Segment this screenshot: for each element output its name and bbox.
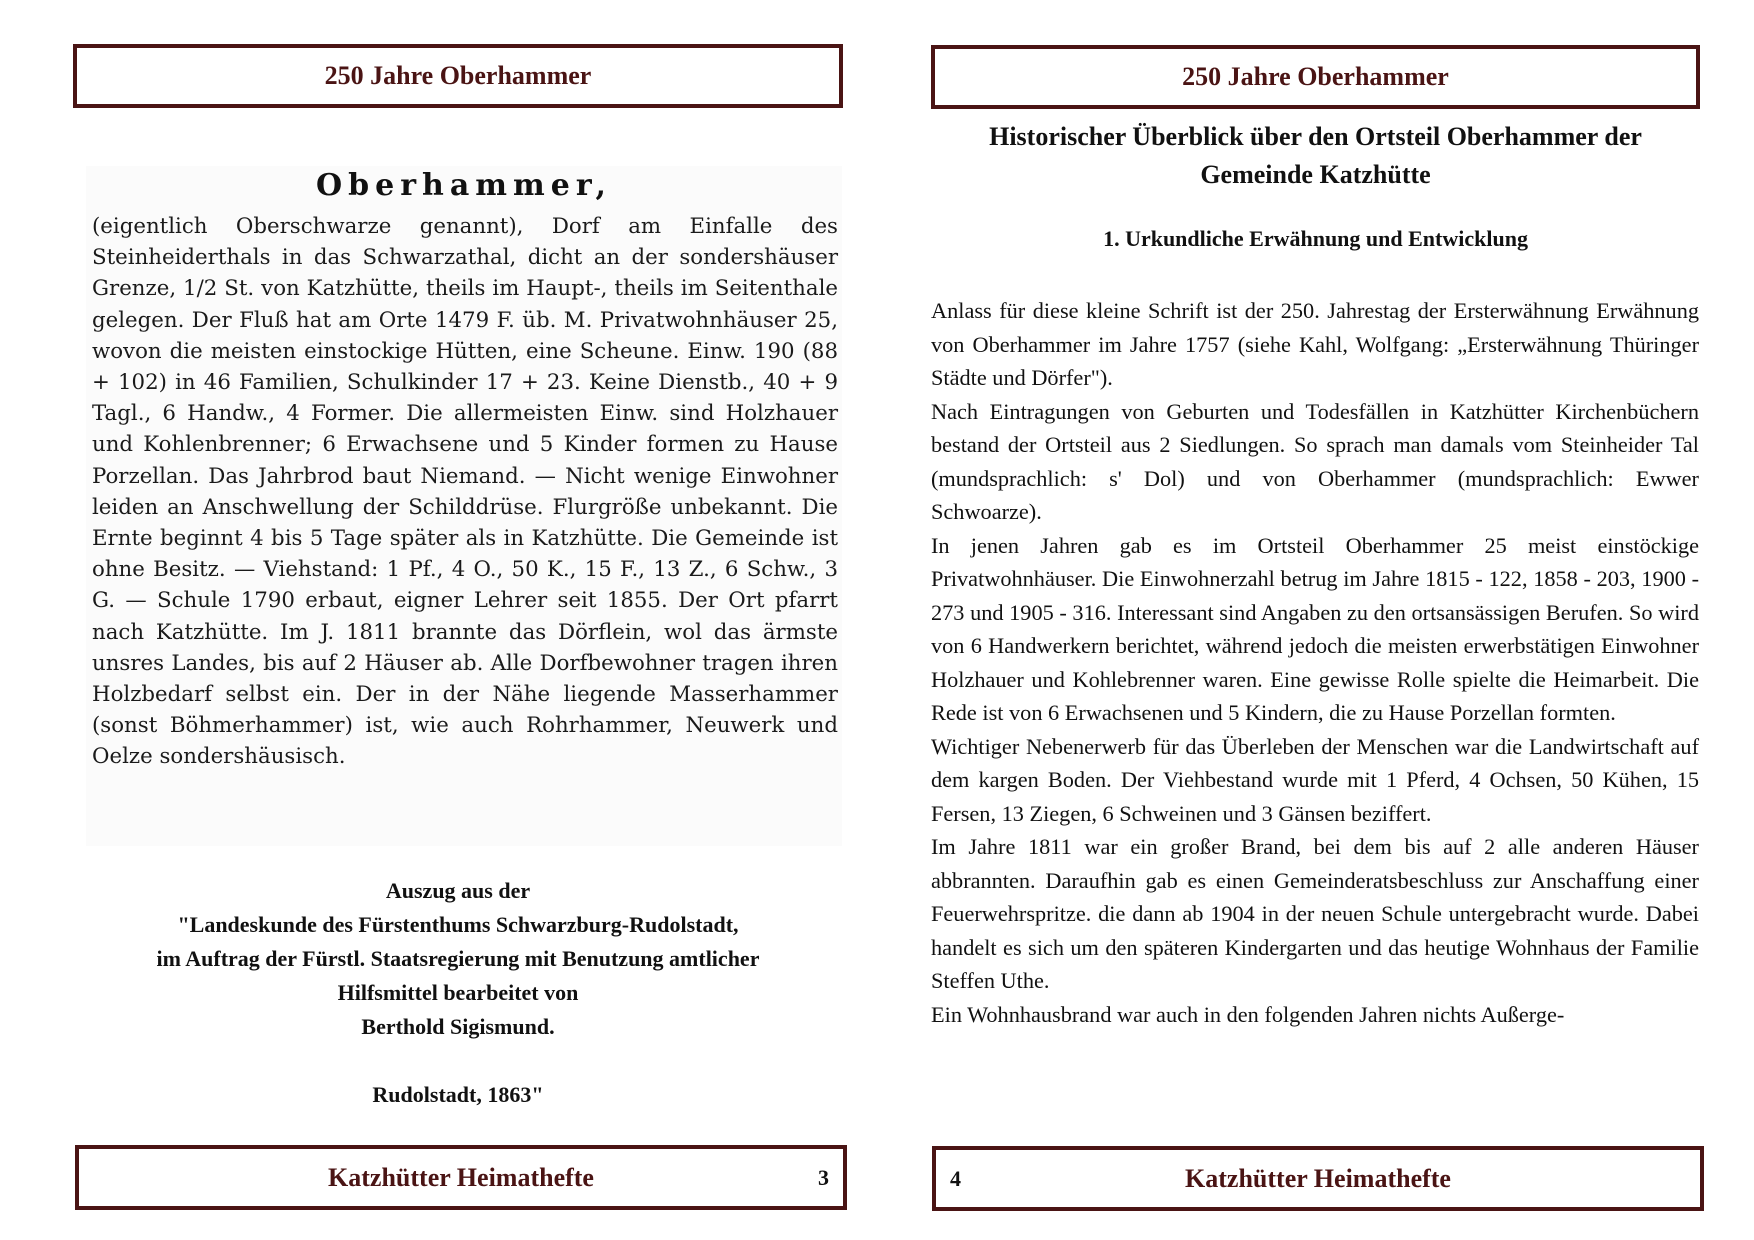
body-text [931,294,1699,1031]
paragraph: Im Jahre 1811 war ein großer Brand, bei dem bis auf 2 alle anderen Häuser abbrannten. Daraufhin gab es einen Gemeinderatsbeschluss zur Anschaffung einer Feuerwehrspritze. die dann ab 1904 in der neuen Schule untergebracht wurde. Dabei handelt es sich um den späteren Kindergarten und das heutige Wohnhaus der Familie Steffen Uthe. [931,834,1699,993]
page-number-4: 4 [950,1165,961,1191]
paragraph: Nach Eintragungen von Geburten und Todesfällen in Katzhütter Kirchenbüchern bestand der Ortsteil aus 2 Siedlungen. So sprach man damals vom Steinheider Tal (mundsprachlich: s' Dol) und von Oberhammer (mundsprachlich: Ewwer Schwoarze). [931,398,1699,524]
left-header-title: 250 Jahre Oberhammer [324,61,592,90]
left-footer-box [75,1145,847,1210]
section-heading: 1. Urkundliche Erwähnung und Entwicklung [1103,226,1528,251]
right-header-title: 250 Jahre Oberhammer [1182,62,1449,91]
scan-body-text: (eigentlich Oberschwarze genannt), Dorf am Einfalle des Steinheiderthals in das Schwarzathal, dicht an der sondershäuser Grenze, 1/2 St. von Katzhütte, theils im Haupt-, theils im Seitenthale gelegen. Der Fluß hat am Orte 1479 F. üb. M. Privatwohnhäuser 25, wovon die meisten einstockige Hütten, eine Scheune. Einw. 190 (88 + 102) in 46 Familien, Schulkinder 17 + 23. Keine Dienstb., 40 + 9 Tagl., 6 Handw., 4 Former. Die allermeisten Einw. sind Holzhauer und Kohlenbrenner; 6 Erwachsene und 5 Kinder formen zu Hause Porzellan. Das Jahrbrod baut Niemand. — Nicht wenige Einwohner leiden an Anschwellung der Schilddrüse. Flurgröße unbekannt. Die Ernte beginnt 4 bis 5 Tage später als in Katzhütte. Die Gemeinde ist ohne Besitz. — Viehstand: 1 Pf., 4 O., 50 K., 15 F., 13 Z., 6 Schw., 3 G. — Schule 1790 erbaut, eigner Lehrer seit 1855. Der Ort pfarrt nach Katzhütte. Im J. 1811 brannte das Dörflein, wol das ärmste unsres Landes, bis auf 2 Häuser ab. Alle Dorfbewohner tragen ihren Holzbedarf selbst ein. Der in der Nähe liegende Masserhammer (sonst Böhmerhammer) ist, wie auch Rohrhammer, Neuwerk und Oelze sondershäusisch. [92,214,838,770]
right-header-box [931,45,1700,109]
paragraph: Ein Wohnhausbrand war auch in den folgenden Jahren nichts Außerge- [931,1001,1565,1027]
excerpt-line-6: Rudolstadt, 1863" [372,1082,544,1107]
left-header-box [73,44,843,108]
left-footer-title: Katzhütter Heimathefte [328,1162,594,1192]
page-number-3: 3 [818,1164,829,1190]
excerpt-line-1: Auszug aus der [385,878,531,903]
excerpt-line-4: Hilfsmittel bearbeitet von [337,980,579,1005]
excerpt-line-2: "Landeskunde des Fürstenthums Schwarzburg-Rudolstadt, [177,912,739,937]
right-page [877,0,1754,1240]
paragraph: Anlass für diese kleine Schrift ist der 250. Jahrestag der Ersterwähnung Erwähnung von Oberhammer im Jahre 1757 (siehe Kahl, Wolfgang: „Ersterwähnung Thüringer Städte und Dörfer"). [931,298,1699,390]
scan-title: Oberhammer, [316,168,612,203]
right-footer-box [932,1146,1704,1211]
excerpt-line-5: Berthold Sigismund. [361,1014,555,1039]
scanned-text-excerpt [86,166,842,846]
document-title: Historischer Überblick über den Ortsteil Oberhammer der Gemeinde Katzhütte [989,122,1642,189]
right-footer-title: Katzhütter Heimathefte [1185,1163,1451,1193]
paragraph: In jenen Jahren gab es im Ortsteil Oberhammer 25 meist einstöckige Privatwohnhäuser. Die Einwohnerzahl betrug im Jahre 1815 - 122, 1858 - 203, 1900 - 273 und 1905 - 316. Interessant sind Angaben zu den ortsansässigen Berufen. So wird von 6 Handwerkern berichtet, während jedoch die meisten erwerbstätigen Einwohner Holzhauer und Kohlebrenner waren. Eine gewisse Rolle spielte die Heimarbeit. Die Rede ist von 6 Erwachsenen und 5 Kindern, die zu Hause Porzellan formten. [931,532,1699,725]
excerpt-line-3: im Auftrag der Fürstl. Staatsregierung mit Benutzung amtlicher [156,946,760,971]
paragraph: Wichtiger Nebenerwerb für das Überleben der Menschen war die Landwirtschaft auf dem kargen Boden. Der Viehbestand wurde mit 1 Pferd, 4 Ochsen, 50 Kühen, 15 Fersen, 13 Ziegen, 6 Schweinen und 3 Gänsen beziffert. [931,733,1699,826]
excerpt-citation [73,874,843,1112]
